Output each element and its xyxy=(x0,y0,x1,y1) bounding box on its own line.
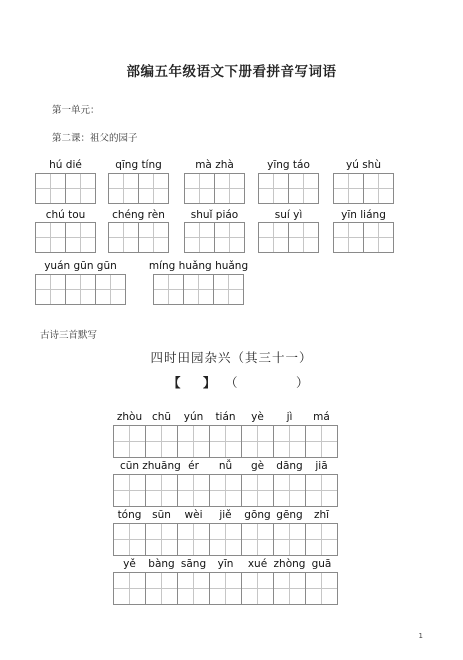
poem-pinyin-label: yún xyxy=(183,411,204,423)
poem-pinyin-label: sūn xyxy=(152,509,171,521)
poem-writing-cell[interactable] xyxy=(113,572,146,605)
poem-writing-cell[interactable] xyxy=(113,425,146,458)
writing-grid[interactable] xyxy=(108,222,168,253)
pinyin-label: yú shù xyxy=(346,159,381,171)
poem-pinyin-label: yīn xyxy=(217,558,234,570)
writing-grid[interactable] xyxy=(333,222,393,253)
poem-title: 四时田园杂兴（其三十一） xyxy=(150,350,313,365)
poem-writing-grid[interactable] xyxy=(113,572,337,605)
writing-cell[interactable] xyxy=(363,173,394,204)
poem-pinyin-label: zhī xyxy=(313,509,330,521)
pinyin-label: shuǐ piáo xyxy=(190,209,239,221)
poem-writing-cell[interactable] xyxy=(305,572,338,605)
pinyin-label: yīng táo xyxy=(267,159,310,171)
poem-pinyin-label: gōng xyxy=(244,509,271,521)
writing-grid[interactable] xyxy=(35,222,95,253)
poem-sub-left: 【 xyxy=(168,375,181,390)
writing-cell[interactable] xyxy=(184,173,215,204)
writing-cell[interactable] xyxy=(183,274,214,305)
writing-cell[interactable] xyxy=(108,222,139,253)
poem-writing-cell[interactable] xyxy=(113,523,146,556)
writing-grid[interactable] xyxy=(108,173,168,204)
writing-cell[interactable] xyxy=(363,222,394,253)
lesson-label: 第二课：祖父的园子 xyxy=(52,133,138,144)
poem-writing-cell[interactable] xyxy=(145,474,178,507)
writing-grid[interactable] xyxy=(35,173,95,204)
poem-pinyin-label: xué xyxy=(247,558,268,570)
poem-writing-cell[interactable] xyxy=(241,474,274,507)
poem-writing-grid[interactable] xyxy=(113,425,337,458)
poem-pinyin-label: zhòu xyxy=(116,411,143,423)
writing-grid[interactable] xyxy=(333,173,393,204)
writing-cell[interactable] xyxy=(214,222,245,253)
pinyin-label: yīn liáng xyxy=(341,209,386,221)
poem-pinyin-label: nǚ xyxy=(218,460,233,472)
poem-writing-cell[interactable] xyxy=(305,523,338,556)
pinyin-label: chéng rèn xyxy=(112,209,165,221)
poem-pinyin-label: ér xyxy=(188,460,199,472)
pinyin-label: hú dié xyxy=(49,159,82,171)
poem-pinyin-label: bàng xyxy=(148,558,175,570)
poem-pinyin-label: chū xyxy=(151,411,172,423)
writing-cell[interactable] xyxy=(35,274,66,305)
unit-label: 第一单元： xyxy=(52,105,100,116)
pinyin-label: mà zhà xyxy=(195,159,234,171)
poem-pinyin-label: cūn xyxy=(119,460,140,472)
writing-grid[interactable] xyxy=(184,173,244,204)
poem-writing-cell[interactable] xyxy=(209,572,242,605)
poem-writing-cell[interactable] xyxy=(273,474,306,507)
poem-writing-cell[interactable] xyxy=(177,425,210,458)
poem-writing-cell[interactable] xyxy=(177,523,210,556)
writing-cell[interactable] xyxy=(35,173,66,204)
poem-pinyin-label: guā xyxy=(311,558,332,570)
writing-cell[interactable] xyxy=(288,222,319,253)
poem-writing-grid[interactable] xyxy=(113,523,337,556)
writing-cell[interactable] xyxy=(333,222,364,253)
writing-cell[interactable] xyxy=(65,274,96,305)
poem-pinyin-label: má xyxy=(313,411,330,423)
writing-cell[interactable] xyxy=(35,222,66,253)
poem-pinyin-label: wèi xyxy=(184,509,203,521)
writing-cell[interactable] xyxy=(108,173,139,204)
writing-cell[interactable] xyxy=(258,173,289,204)
writing-cell[interactable] xyxy=(214,173,245,204)
writing-cell[interactable] xyxy=(138,173,169,204)
poem-writing-cell[interactable] xyxy=(273,425,306,458)
writing-cell[interactable] xyxy=(288,173,319,204)
poem-writing-cell[interactable] xyxy=(305,425,338,458)
pinyin-label: yuán gūn gūn xyxy=(44,260,117,272)
poem-sub-paren-open: （ xyxy=(225,375,238,390)
poem-writing-cell[interactable] xyxy=(145,572,178,605)
writing-cell[interactable] xyxy=(213,274,244,305)
writing-grid[interactable] xyxy=(184,222,244,253)
page-number: 1 xyxy=(418,632,423,640)
poem-writing-grid[interactable] xyxy=(113,474,337,507)
poem-pinyin-label: sāng xyxy=(180,558,207,570)
page-title: 部编五年级语文下册看拼音写词语 xyxy=(126,64,337,80)
poem-sub-paren-close: ） xyxy=(296,375,309,390)
poem-writing-cell[interactable] xyxy=(241,523,274,556)
poem-writing-cell[interactable] xyxy=(241,572,274,605)
poem-pinyin-label: jiā xyxy=(315,460,328,472)
writing-cell[interactable] xyxy=(138,222,169,253)
writing-grid[interactable] xyxy=(258,222,318,253)
poem-writing-cell[interactable] xyxy=(305,474,338,507)
poem-writing-cell[interactable] xyxy=(273,572,306,605)
poem-writing-cell[interactable] xyxy=(177,474,210,507)
writing-cell[interactable] xyxy=(65,173,96,204)
poem-pinyin-label: dāng xyxy=(276,460,303,472)
pinyin-label: míng huǎng huǎng xyxy=(148,260,249,272)
poem-writing-cell[interactable] xyxy=(145,523,178,556)
poem-writing-cell[interactable] xyxy=(113,474,146,507)
writing-cell[interactable] xyxy=(333,173,364,204)
writing-cell[interactable] xyxy=(258,222,289,253)
poem-sub-right: 】 xyxy=(203,375,216,390)
poem-pinyin-label: tián xyxy=(215,411,236,423)
pinyin-label: qīng tíng xyxy=(115,159,162,171)
writing-cell[interactable] xyxy=(153,274,184,305)
poem-writing-cell[interactable] xyxy=(209,425,242,458)
writing-grid[interactable] xyxy=(153,274,243,305)
writing-grid[interactable] xyxy=(258,173,318,204)
poem-section-label: 古诗三首默写 xyxy=(40,330,98,341)
pinyin-label: chú tou xyxy=(45,209,86,221)
writing-cell[interactable] xyxy=(95,274,126,305)
poem-writing-cell[interactable] xyxy=(209,474,242,507)
poem-pinyin-label: gè xyxy=(250,460,265,472)
poem-pinyin-label: gēng xyxy=(276,509,303,521)
poem-writing-cell[interactable] xyxy=(273,523,306,556)
poem-pinyin-label: tóng xyxy=(117,509,142,521)
poem-pinyin-label: zhòng xyxy=(273,558,306,570)
poem-writing-cell[interactable] xyxy=(209,523,242,556)
poem-pinyin-label: jì xyxy=(286,411,293,423)
writing-cell[interactable] xyxy=(65,222,96,253)
poem-pinyin-label: yè xyxy=(251,411,264,423)
writing-cell[interactable] xyxy=(184,222,215,253)
poem-writing-cell[interactable] xyxy=(241,425,274,458)
poem-pinyin-label: jiě xyxy=(219,509,232,521)
poem-pinyin-label: zhuāng xyxy=(142,460,181,472)
poem-pinyin-label: yě xyxy=(123,558,136,570)
writing-grid[interactable] xyxy=(35,274,125,305)
pinyin-label: suí yì xyxy=(274,209,303,221)
poem-writing-cell[interactable] xyxy=(177,572,210,605)
poem-writing-cell[interactable] xyxy=(145,425,178,458)
